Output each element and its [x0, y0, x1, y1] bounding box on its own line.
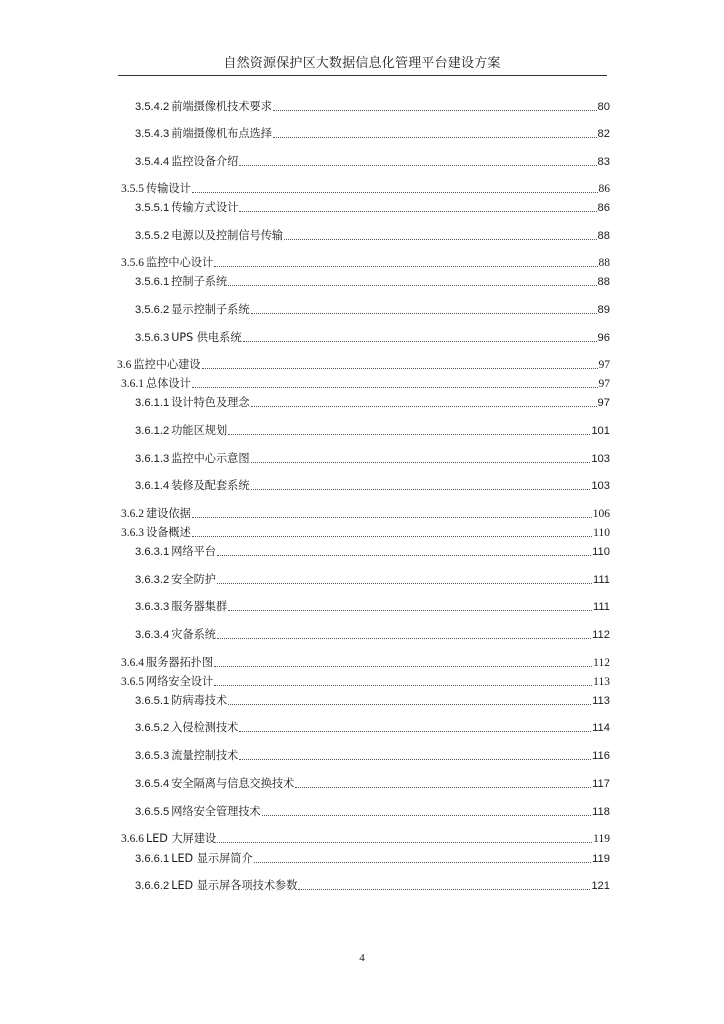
toc-entry-number: 3.6.1.4: [135, 480, 170, 492]
toc-entry-number: 3.6.1.3: [135, 453, 170, 465]
toc-entry-number: 3.6.6.2: [135, 880, 170, 892]
toc-entry-number: 3.5.4.4: [135, 156, 170, 168]
toc-entry-page: 117: [592, 778, 610, 790]
toc-entry-title: 传输设计: [146, 182, 191, 195]
toc-entry[interactable]: [135, 273, 610, 289]
toc-entry-page: 112: [593, 657, 610, 669]
toc-entry-number: 3.6.6.1: [135, 853, 170, 865]
toc-dot-leader: [251, 462, 591, 463]
toc-entry-number: 3.5.6.2: [135, 304, 170, 316]
toc-entry-page: 86: [597, 202, 610, 214]
toc-entry-number: 3.5.4.3: [135, 128, 170, 140]
toc-entry[interactable]: [135, 125, 610, 141]
toc-entry[interactable]: [135, 98, 610, 114]
toc-entry-page: 86: [598, 183, 610, 195]
toc-dot-leader: [251, 489, 591, 490]
toc-entry-page: 116: [592, 750, 610, 762]
toc-entry-page: 80: [597, 101, 610, 113]
toc-entry-title: 总体设计: [146, 377, 191, 390]
toc-dot-leader: [214, 685, 592, 686]
toc-entry-number: 3.6.5.4: [135, 778, 170, 790]
toc-dot-leader: [239, 759, 591, 760]
toc-entry-number: 3.6.3.2: [135, 574, 170, 586]
toc-entry[interactable]: [135, 692, 610, 708]
toc-dot-leader: [273, 110, 597, 111]
toc-entry[interactable]: [121, 830, 610, 846]
toc-entry-number: 3.6.5: [121, 676, 144, 688]
toc-entry-page: 111: [592, 601, 610, 613]
toc-entry-title: 流量控制技术: [171, 749, 239, 762]
toc-entry-title: 安全防护: [171, 573, 216, 586]
toc-entry[interactable]: [135, 450, 610, 466]
toc-entry-title: 建设依据: [146, 507, 191, 520]
toc-entry-title: 灾备系统: [171, 628, 216, 641]
toc-dot-leader: [192, 192, 598, 193]
toc-dot-leader: [239, 211, 596, 212]
toc-entry-page: 110: [593, 527, 610, 539]
toc-entry[interactable]: [121, 505, 610, 521]
toc-entry-number: 3.5.6.1: [135, 276, 170, 288]
toc-entry-title: 防病毒技术: [171, 694, 228, 707]
toc-entry[interactable]: [135, 227, 610, 243]
toc-entry-title: UPS 供电系统: [171, 331, 242, 344]
toc-entry[interactable]: [135, 199, 610, 215]
toc-entry-number: 3.5.5.2: [135, 230, 170, 242]
toc-entry[interactable]: [135, 877, 610, 893]
toc-entry-number: 3.5.4.2: [135, 101, 170, 113]
toc-entry[interactable]: [121, 673, 610, 689]
toc-entry-number: 3.6.3.3: [135, 601, 170, 613]
toc-entry-title: 功能区规划: [171, 424, 228, 437]
toc-entry[interactable]: [135, 543, 610, 559]
toc-entry-number: 3.6.6: [121, 833, 144, 845]
toc-entry-title: 装修及配套系统: [171, 479, 250, 492]
toc-entry[interactable]: [135, 747, 610, 763]
toc-entry-title: 网络安全管理技术: [171, 805, 261, 818]
toc-entry-title: LED 大屏建设: [146, 832, 217, 845]
toc-entry[interactable]: [135, 422, 610, 438]
toc-dot-leader: [228, 704, 591, 705]
toc-dot-leader: [217, 638, 591, 639]
toc-entry-number: 3.6.1.1: [135, 397, 170, 409]
toc-entry[interactable]: [121, 524, 610, 540]
toc-entry-page: 118: [592, 806, 610, 818]
toc-entry-page: 97: [598, 359, 610, 371]
toc-dot-leader: [239, 165, 596, 166]
toc-entry-title: 前端摄像机技术要求: [171, 100, 272, 113]
toc-entry-title: 传输方式设计: [171, 201, 239, 214]
toc-entry[interactable]: [135, 775, 610, 791]
toc-entry-page: 113: [592, 695, 610, 707]
toc-entry[interactable]: [135, 329, 610, 345]
toc-entry-page: 113: [593, 676, 610, 688]
toc-entry-title: 网络平台: [171, 545, 216, 558]
toc-entry[interactable]: [135, 719, 610, 735]
toc-entry-page: 103: [591, 480, 610, 492]
toc-entry-number: 3.6: [117, 359, 132, 371]
toc-entry-number: 3.6.3: [121, 527, 144, 539]
toc-entry-title: 显示控制子系统: [171, 303, 250, 316]
toc-dot-leader: [228, 285, 596, 286]
toc-entry-page: 96: [597, 332, 610, 344]
toc-entry-page: 97: [597, 397, 610, 409]
toc-dot-leader: [192, 387, 598, 388]
toc-entry-title: 监控中心设计: [146, 256, 214, 269]
toc-entry[interactable]: [121, 654, 610, 670]
toc-entry-title: 监控中心示意图: [171, 452, 250, 465]
toc-dot-leader: [217, 555, 591, 556]
toc-entry-number: 3.6.3.4: [135, 629, 170, 641]
toc-dot-leader: [192, 536, 592, 537]
toc-entry-number: 3.6.1.2: [135, 425, 170, 437]
toc-entry-page: 88: [597, 230, 610, 242]
toc-dot-leader: [228, 610, 592, 611]
toc-entry-number: 3.6.1: [121, 378, 144, 390]
toc-entry[interactable]: [135, 571, 610, 587]
page-number: 4: [359, 952, 365, 964]
toc-entry-title: 网络安全设计: [146, 675, 214, 688]
toc-entry[interactable]: [135, 153, 610, 169]
toc-entry[interactable]: [121, 180, 610, 196]
toc-entry[interactable]: [135, 477, 610, 493]
toc-entry[interactable]: [135, 301, 610, 317]
toc-entry-number: 3.6.5.1: [135, 695, 170, 707]
toc-dot-leader: [243, 341, 597, 342]
toc-entry-title: 服务器拓扑图: [146, 656, 214, 669]
toc-entry-page: 88: [598, 257, 610, 269]
toc-entry-title: 控制子系统: [171, 275, 228, 288]
toc-entry-page: 83: [597, 156, 610, 168]
toc-entry-page: 110: [592, 546, 610, 558]
toc-entry-number: 3.5.5.1: [135, 202, 170, 214]
page-header-title: 自然资源保护区大数据信息化管理平台建设方案: [223, 56, 501, 71]
toc-dot-leader: [295, 787, 591, 788]
toc-dot-leader: [202, 368, 598, 369]
toc-dot-leader: [239, 731, 591, 732]
toc-dot-leader: [228, 434, 590, 435]
toc-dot-leader: [254, 862, 592, 863]
toc-entry-page: 103: [591, 453, 610, 465]
toc-entry[interactable]: [135, 598, 610, 614]
toc-dot-leader: [217, 583, 592, 584]
toc-entry-page: 114: [592, 722, 610, 734]
toc-entry-title: 设备概述: [146, 526, 191, 539]
toc-entry-page: 106: [592, 508, 610, 520]
toc-entry-page: 119: [593, 833, 610, 845]
toc-entry-number: 3.5.5: [121, 183, 144, 195]
toc-entry-title: 前端摄像机布点选择: [171, 127, 272, 140]
toc-entry-number: 3.6.5.5: [135, 806, 170, 818]
toc-entry-title: 监控中心建设: [133, 358, 201, 371]
toc-entry[interactable]: [135, 803, 610, 819]
toc-entry-page: 112: [592, 629, 610, 641]
toc-entry-number: 3.6.2: [121, 508, 144, 520]
toc-entry[interactable]: [121, 375, 610, 391]
toc-entry-title: 服务器集群: [171, 600, 228, 613]
toc-entry-page: 88: [597, 276, 610, 288]
toc-dot-leader: [192, 517, 592, 518]
toc-dot-leader: [214, 266, 597, 267]
toc-entry-title: 电源以及控制信号传输: [171, 229, 284, 242]
toc-entry[interactable]: [117, 356, 610, 372]
toc-entry-number: 3.6.3.1: [135, 546, 170, 558]
toc-entry-title: 监控设备介绍: [171, 155, 239, 168]
toc-entry-title: LED 显示屏各项技术参数: [171, 879, 298, 892]
toc-dot-leader: [214, 666, 592, 667]
toc-entry-page: 89: [597, 304, 610, 316]
toc-dot-leader: [298, 889, 590, 890]
toc-entry-title: 设计特色及理念: [171, 396, 250, 409]
toc-entry-number: 3.5.6.3: [135, 332, 170, 344]
toc-entry-page: 119: [592, 853, 610, 865]
toc-entry-title: LED 显示屏简介: [171, 852, 253, 865]
toc-entry-page: 101: [591, 425, 610, 437]
toc-entry-number: 3.6.4: [121, 657, 144, 669]
toc-entry-page: 121: [591, 880, 610, 892]
toc-entry-page: 97: [598, 378, 610, 390]
toc-entry-page: 111: [592, 574, 610, 586]
toc-entry[interactable]: [135, 394, 610, 410]
toc-dot-leader: [262, 815, 591, 816]
toc-entry-title: 入侵检测技术: [171, 721, 239, 734]
toc-entry-page: 82: [597, 128, 610, 140]
toc-entry[interactable]: [121, 254, 610, 270]
toc-dot-leader: [217, 842, 592, 843]
toc-entry-title: 安全隔离与信息交换技术: [171, 777, 295, 790]
toc-dot-leader: [251, 313, 597, 314]
toc-entry[interactable]: [135, 626, 610, 642]
toc-entry-number: 3.6.5.3: [135, 750, 170, 762]
toc-dot-leader: [273, 137, 597, 138]
toc-dot-leader: [284, 239, 596, 240]
toc-dot-leader: [251, 406, 597, 407]
toc-entry-number: 3.5.6: [121, 257, 144, 269]
toc-entry[interactable]: [135, 850, 610, 866]
toc-entry-number: 3.6.5.2: [135, 722, 170, 734]
